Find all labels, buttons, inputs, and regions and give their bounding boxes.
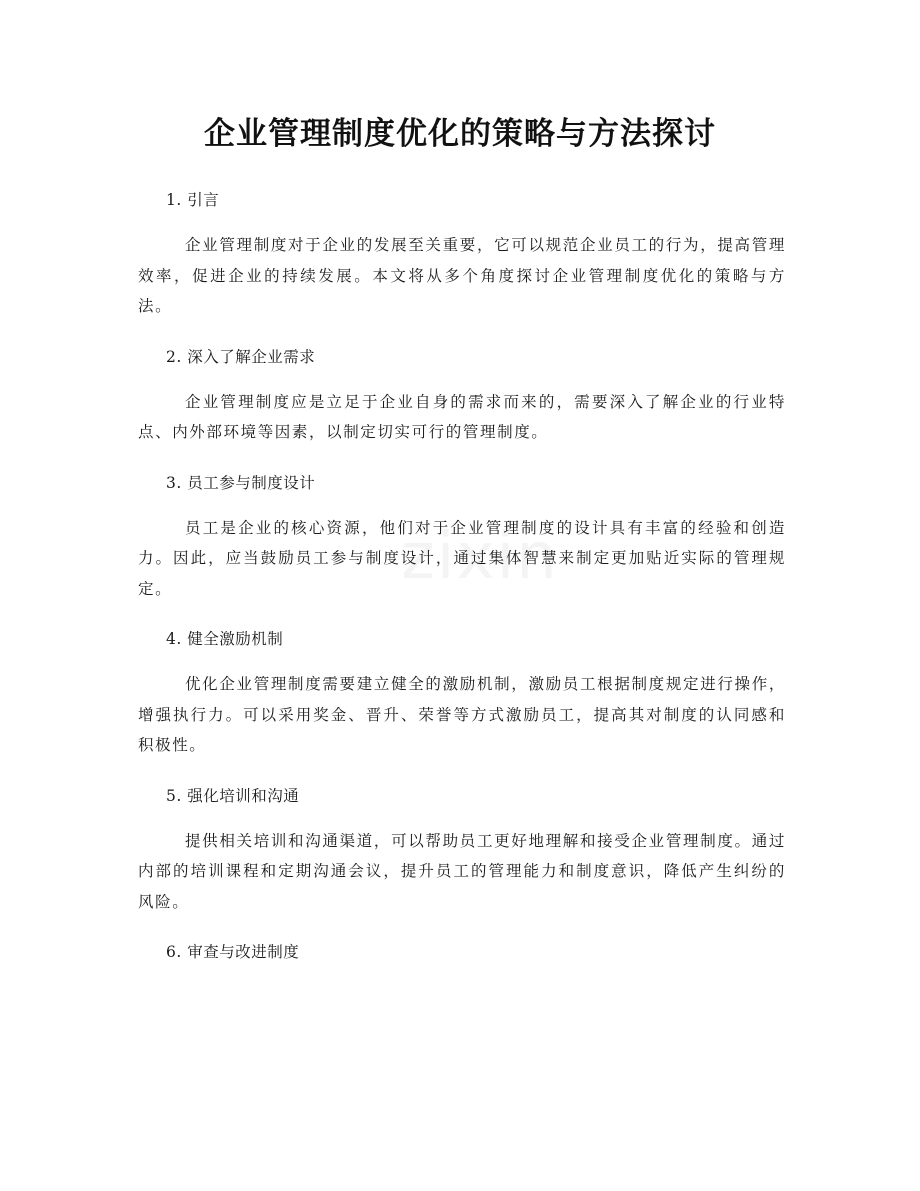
section-paragraph: 员工是企业的核心资源，他们对于企业管理制度的设计具有丰富的经验和创造力。因此，应当鼓励员工参与制度设计，通过集体智慧来制定更加贴近实际的管理规定。 [138,518,786,598]
section-heading: 6. 审查与改进制度 [166,943,300,961]
watermark: zixin [401,520,559,594]
section-heading: 4. 健全激励机制 [166,630,284,648]
section-3 [138,469,786,605]
section-1 [138,186,786,322]
section-heading: 1. 引言 [166,191,220,209]
section-paragraph: 提供相关培训和沟通渠道，可以帮助员工更好地理解和接受企业管理制度。通过内部的培训课程和定期沟通会议，提升员工的管理能力和制度意识，降低产生纠纷的风险。 [138,831,786,911]
section-6 [138,938,786,966]
section-paragraph: 企业管理制度应是立足于企业自身的需求而来的，需要深入了解企业的行业特点、内外部环境等因素，以制定切实可行的管理制度。 [138,392,786,441]
section-heading: 5. 强化培训和沟通 [166,786,300,805]
section-paragraph: 企业管理制度对于企业的发展至关重要，它可以规范企业员工的行为，提高管理效率，促进企业的持续发展。本文将从多个角度探讨企业管理制度优化的策略与方法。 [138,236,786,315]
section-5 [138,782,786,918]
section-paragraph: 优化企业管理制度需要建立健全的激励机制，激励员工根据制度规定进行操作，增强执行力。可以采用奖金、晋升、荣誉等方式激励员工，提高其对制度的认同感和积极性。 [138,675,786,754]
document-body [138,186,786,982]
document-title: 企业管理制度优化的策略与方法探讨 [204,116,716,152]
section-heading: 2. 深入了解企业需求 [166,347,316,366]
section-heading: 3. 员工参与制度设计 [166,473,316,492]
section-4 [138,625,786,761]
section-2 [138,343,786,448]
